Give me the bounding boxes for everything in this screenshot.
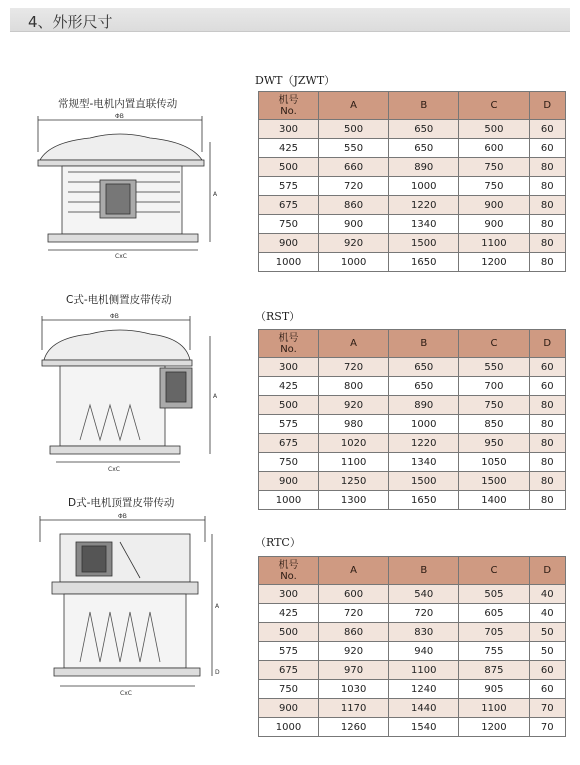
table-cell: 900 xyxy=(319,215,389,234)
table-cell: 500 xyxy=(259,396,319,415)
table-cell: 970 xyxy=(319,661,389,680)
table-cell: 80 xyxy=(529,472,565,491)
table-cell: 705 xyxy=(459,623,529,642)
table-cell: 750 xyxy=(459,396,529,415)
table-cell: 1650 xyxy=(389,491,459,510)
table-cell: 1500 xyxy=(389,234,459,253)
table-cell: 900 xyxy=(259,234,319,253)
table-cell: 500 xyxy=(259,623,319,642)
table-cell: 425 xyxy=(259,139,319,158)
table-row xyxy=(259,358,566,377)
diagram-3-base-label: CxC xyxy=(120,690,132,697)
table-1-header-0: 机号 No. xyxy=(259,92,319,120)
table-cell: 575 xyxy=(259,415,319,434)
table-3-header-3: C xyxy=(459,557,529,585)
table-cell: 1340 xyxy=(389,453,459,472)
table-1-header-4: D xyxy=(529,92,565,120)
table-cell: 1200 xyxy=(459,718,529,737)
table-row xyxy=(259,718,566,737)
table-cell: 550 xyxy=(459,358,529,377)
table-cell: 500 xyxy=(319,120,389,139)
table-cell: 600 xyxy=(459,139,529,158)
table-cell: 40 xyxy=(529,585,565,604)
table-cell: 1220 xyxy=(389,434,459,453)
section-header xyxy=(10,8,570,32)
table-row xyxy=(259,699,566,718)
table-2-header-0: 机号 No. xyxy=(259,330,319,358)
table-cell: 755 xyxy=(459,642,529,661)
table-cell: 720 xyxy=(389,604,459,623)
table-row xyxy=(259,453,566,472)
table-cell: 660 xyxy=(319,158,389,177)
table-row xyxy=(259,434,566,453)
table-cell: 750 xyxy=(259,680,319,699)
table-3-header-0: 机号 No. xyxy=(259,557,319,585)
table-cell: 1100 xyxy=(459,234,529,253)
table-cell: 1300 xyxy=(319,491,389,510)
table-cell: 500 xyxy=(259,158,319,177)
table-cell: 650 xyxy=(389,358,459,377)
table-cell: 80 xyxy=(529,177,565,196)
table-cell: 500 xyxy=(459,120,529,139)
table-cell: 850 xyxy=(459,415,529,434)
table-cell: 80 xyxy=(529,158,565,177)
table-3-header-row xyxy=(259,557,566,585)
table-row xyxy=(259,196,566,215)
table-cell: 1170 xyxy=(319,699,389,718)
table-cell: 80 xyxy=(529,253,565,272)
diagram-3-drawing xyxy=(20,512,235,702)
table-cell: 80 xyxy=(529,396,565,415)
diagram-2-height-label: A xyxy=(213,393,218,400)
table-cell: 1200 xyxy=(459,253,529,272)
table-cell: 860 xyxy=(319,196,389,215)
table-cell: 60 xyxy=(529,680,565,699)
table-cell: 675 xyxy=(259,196,319,215)
table-cell: 860 xyxy=(319,623,389,642)
table-row xyxy=(259,680,566,699)
table-cell: 980 xyxy=(319,415,389,434)
diagram-2-base-label: CxC xyxy=(108,466,120,473)
table-cell: 800 xyxy=(319,377,389,396)
table-cell: 650 xyxy=(389,377,459,396)
table-row xyxy=(259,377,566,396)
table-row xyxy=(259,158,566,177)
table-cell: 80 xyxy=(529,453,565,472)
table-1-header-1: A xyxy=(319,92,389,120)
table-cell: 80 xyxy=(529,434,565,453)
table-3-header-4: D xyxy=(529,557,565,585)
table-cell: 1240 xyxy=(389,680,459,699)
diagram-1-height-label: A xyxy=(213,191,218,198)
table-cell: 550 xyxy=(319,139,389,158)
table-3-header-2: B xyxy=(389,557,459,585)
table-cell: 905 xyxy=(459,680,529,699)
table-cell: 900 xyxy=(259,699,319,718)
diagram-2-title: C式-电机侧置皮带传动 xyxy=(66,294,172,306)
table-cell: 300 xyxy=(259,120,319,139)
table-cell: 70 xyxy=(529,718,565,737)
table-cell: 80 xyxy=(529,491,565,510)
table-row xyxy=(259,623,566,642)
table-row xyxy=(259,215,566,234)
table-cell: 1500 xyxy=(459,472,529,491)
table-row xyxy=(259,120,566,139)
table-cell: 1000 xyxy=(259,718,319,737)
table-cell: 900 xyxy=(459,215,529,234)
table-1 xyxy=(258,91,566,272)
table-cell: 890 xyxy=(389,158,459,177)
table-cell: 1500 xyxy=(389,472,459,491)
diagram-3-title: D式-电机顶置皮带传动 xyxy=(68,497,175,509)
diagram-1-title: 常规型-电机内置直联传动 xyxy=(58,98,178,110)
table-cell: 650 xyxy=(389,139,459,158)
table-cell: 920 xyxy=(319,396,389,415)
table-cell: 1020 xyxy=(319,434,389,453)
table-cell: 1250 xyxy=(319,472,389,491)
table-cell: 650 xyxy=(389,120,459,139)
table-row xyxy=(259,491,566,510)
table-row xyxy=(259,396,566,415)
table-cell: 875 xyxy=(459,661,529,680)
table-cell: 1000 xyxy=(259,491,319,510)
table-cell: 60 xyxy=(529,358,565,377)
diagram-1-phi-label: ΦB xyxy=(115,113,124,120)
table-cell: 950 xyxy=(459,434,529,453)
table-cell: 50 xyxy=(529,642,565,661)
table-cell: 60 xyxy=(529,377,565,396)
table-1-header-2: B xyxy=(389,92,459,120)
table-row xyxy=(259,177,566,196)
table-cell: 50 xyxy=(529,623,565,642)
table-row xyxy=(259,139,566,158)
table-row xyxy=(259,415,566,434)
table-cell: 425 xyxy=(259,377,319,396)
diagram-3-height-label: A xyxy=(215,603,220,610)
table-cell: 60 xyxy=(529,139,565,158)
table-row xyxy=(259,642,566,661)
table-cell: 920 xyxy=(319,234,389,253)
table-2-header-3: C xyxy=(459,330,529,358)
table-cell: 750 xyxy=(259,453,319,472)
table-row xyxy=(259,604,566,623)
table-cell: 60 xyxy=(529,661,565,680)
table-row xyxy=(259,253,566,272)
table-cell: 1540 xyxy=(389,718,459,737)
table-cell: 890 xyxy=(389,396,459,415)
diagram-1-drawing xyxy=(20,112,235,262)
table-cell: 940 xyxy=(389,642,459,661)
diagram-2-drawing xyxy=(20,310,235,475)
table-2-header-4: D xyxy=(529,330,565,358)
table-cell: 720 xyxy=(319,358,389,377)
table-2-title: （RST） xyxy=(255,310,301,323)
table-cell: 1440 xyxy=(389,699,459,718)
table-cell: 920 xyxy=(319,642,389,661)
table-cell: 1100 xyxy=(319,453,389,472)
table-2-header-2: B xyxy=(389,330,459,358)
table-row xyxy=(259,585,566,604)
table-2 xyxy=(258,329,566,510)
table-cell: 900 xyxy=(459,196,529,215)
table-cell: 80 xyxy=(529,234,565,253)
table-3 xyxy=(258,556,566,737)
section-title: 4、外形尺寸 xyxy=(28,13,113,31)
table-cell: 70 xyxy=(529,699,565,718)
table-2-header-1: A xyxy=(319,330,389,358)
table-1-header-3: C xyxy=(459,92,529,120)
table-cell: 600 xyxy=(319,585,389,604)
table-cell: 900 xyxy=(259,472,319,491)
table-row xyxy=(259,661,566,680)
table-cell: 1650 xyxy=(389,253,459,272)
table-cell: 675 xyxy=(259,661,319,680)
table-cell: 830 xyxy=(389,623,459,642)
table-cell: 1340 xyxy=(389,215,459,234)
table-cell: 1000 xyxy=(319,253,389,272)
diagram-1-base-label: CxC xyxy=(115,253,127,260)
table-cell: 425 xyxy=(259,604,319,623)
table-cell: 700 xyxy=(459,377,529,396)
table-cell: 1260 xyxy=(319,718,389,737)
diagram-2-phi-label: ΦB xyxy=(110,313,119,320)
table-cell: 1000 xyxy=(389,415,459,434)
table-cell: 540 xyxy=(389,585,459,604)
table-cell: 300 xyxy=(259,585,319,604)
table-cell: 575 xyxy=(259,642,319,661)
table-cell: 505 xyxy=(459,585,529,604)
table-cell: 80 xyxy=(529,415,565,434)
table-cell: 1000 xyxy=(259,253,319,272)
table-cell: 80 xyxy=(529,196,565,215)
table-cell: 1030 xyxy=(319,680,389,699)
table-2-header-row xyxy=(259,330,566,358)
table-row xyxy=(259,234,566,253)
table-cell: 750 xyxy=(459,177,529,196)
table-cell: 1100 xyxy=(459,699,529,718)
table-cell: 80 xyxy=(529,215,565,234)
table-cell: 720 xyxy=(319,604,389,623)
diagram-3-phi-label: ΦB xyxy=(118,513,127,520)
table-cell: 1000 xyxy=(389,177,459,196)
table-cell: 575 xyxy=(259,177,319,196)
diagram-3-d-label: D xyxy=(215,669,220,676)
table-cell: 720 xyxy=(319,177,389,196)
table-cell: 1050 xyxy=(459,453,529,472)
table-1-title: DWT（JZWT） xyxy=(255,74,336,87)
table-row xyxy=(259,472,566,491)
table-cell: 750 xyxy=(259,215,319,234)
table-cell: 750 xyxy=(459,158,529,177)
table-cell: 605 xyxy=(459,604,529,623)
table-cell: 1400 xyxy=(459,491,529,510)
table-3-title: （RTC） xyxy=(255,536,301,549)
table-1-header-row xyxy=(259,92,566,120)
table-3-header-1: A xyxy=(319,557,389,585)
table-cell: 1220 xyxy=(389,196,459,215)
table-cell: 60 xyxy=(529,120,565,139)
table-cell: 40 xyxy=(529,604,565,623)
table-cell: 300 xyxy=(259,358,319,377)
table-cell: 675 xyxy=(259,434,319,453)
table-cell: 1100 xyxy=(389,661,459,680)
